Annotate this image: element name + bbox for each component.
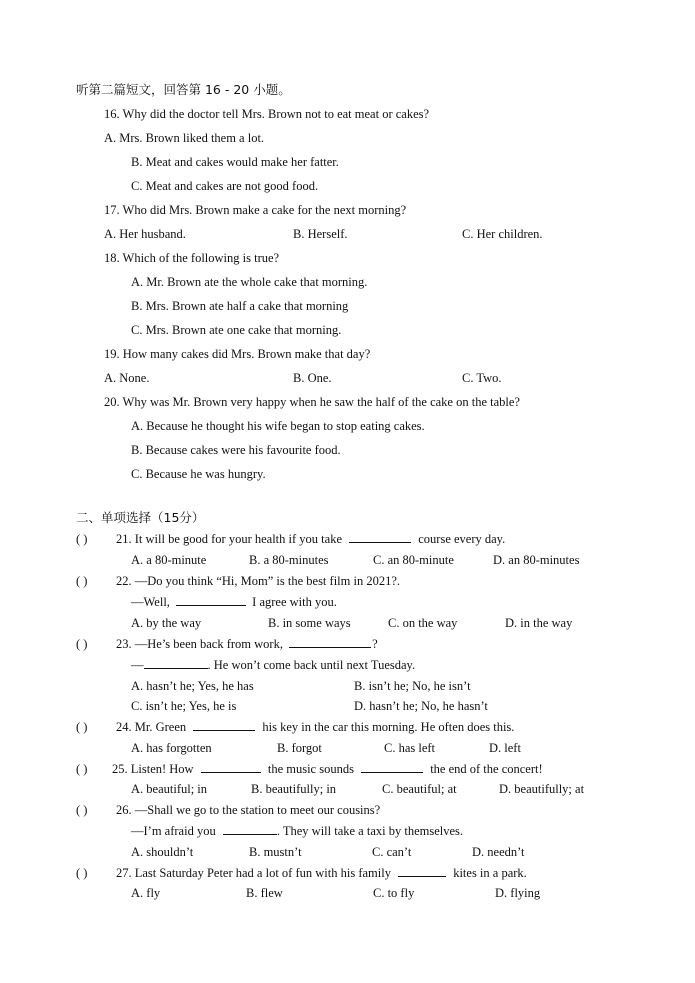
q23-reply-a: — bbox=[131, 658, 144, 672]
answer-paren-27: ( ) bbox=[76, 866, 88, 880]
answer-paren-21: ( ) bbox=[76, 532, 88, 546]
q25-text-c: the end of the concert! bbox=[430, 762, 543, 776]
q27-option-a: A. fly bbox=[131, 886, 161, 900]
q22-reply bbox=[131, 594, 337, 610]
section-heading-single-choice: 二、单项选择（15分） bbox=[76, 510, 205, 525]
q26-option-b: B. mustn’t bbox=[249, 845, 302, 859]
question-23-stem bbox=[116, 636, 378, 652]
q26-option-c: C. can’t bbox=[372, 845, 412, 859]
q25-option-b: B. beautifully; in bbox=[251, 782, 337, 796]
answer-blank[interactable] bbox=[289, 636, 371, 648]
answer-blank[interactable] bbox=[361, 761, 423, 773]
q17-option-b: B. Herself. bbox=[293, 227, 348, 241]
q25-text-b: the music sounds bbox=[267, 762, 354, 776]
question-16-stem: 16. Why did the doctor tell Mrs. Brown not to eat meat or cakes? bbox=[104, 107, 430, 121]
q22-option-c: C. on the way bbox=[388, 616, 458, 630]
q23-option-b: B. isn’t he; No, he isn’t bbox=[354, 679, 471, 693]
q23-option-c: C. isn’t he; Yes, he is bbox=[131, 699, 237, 713]
q26-option-a: A. shouldn’t bbox=[131, 845, 194, 859]
q24-text-b: his key in the car this morning. He often does this. bbox=[262, 720, 515, 734]
q22-reply-a: —Well, bbox=[131, 595, 170, 609]
q16-option-a: A. Mrs. Brown liked them a lot. bbox=[104, 131, 265, 145]
q18-option-a: A. Mr. Brown ate the whole cake that morning. bbox=[131, 275, 368, 289]
q21-text-b: course every day. bbox=[418, 532, 506, 546]
q27-text-a: 27. Last Saturday Peter had a lot of fun with his family bbox=[116, 866, 391, 880]
answer-blank[interactable] bbox=[223, 823, 277, 835]
q23-text-b: ? bbox=[372, 637, 378, 651]
q21-option-a: A. a 80-minute bbox=[131, 553, 207, 567]
q20-option-c: C. Because he was hungry. bbox=[131, 467, 266, 481]
q19-option-b: B. One. bbox=[293, 371, 332, 385]
answer-paren-26: ( ) bbox=[76, 803, 88, 817]
question-20-stem: 20. Why was Mr. Brown very happy when he saw the half of the cake on the table? bbox=[104, 395, 520, 409]
q20-option-b: B. Because cakes were his favourite food. bbox=[131, 443, 341, 457]
q24-option-b: B. forgot bbox=[277, 741, 322, 755]
answer-paren-25: ( ) bbox=[76, 762, 88, 776]
answer-blank[interactable] bbox=[349, 531, 411, 543]
section-heading-listening: 听第二篇短文，回答第 16 - 20 小题。 bbox=[76, 82, 291, 97]
question-18-stem: 18. Which of the following is true? bbox=[104, 251, 280, 265]
q17-option-a: A. Her husband. bbox=[104, 227, 186, 241]
q21-text-a: 21. It will be good for your health if you take bbox=[116, 532, 342, 546]
q16-option-c: C. Meat and cakes are not good food. bbox=[131, 179, 319, 193]
q22-option-a: A. by the way bbox=[131, 616, 202, 630]
q27-option-d: D. flying bbox=[495, 886, 541, 900]
q27-text-b: kites in a park. bbox=[453, 866, 527, 880]
q21-option-d: D. an 80-minutes bbox=[493, 553, 580, 567]
q16-option-b: B. Meat and cakes would make her fatter. bbox=[131, 155, 339, 169]
q24-option-a: A. has forgotten bbox=[131, 741, 212, 755]
q25-option-c: C. beautiful; at bbox=[382, 782, 457, 796]
q26-reply bbox=[131, 823, 463, 839]
question-21-stem bbox=[116, 531, 505, 547]
q22-reply-b: I agree with you. bbox=[252, 595, 337, 609]
answer-blank[interactable] bbox=[144, 657, 208, 669]
q23-option-d: D. hasn’t he; No, he hasn’t bbox=[354, 699, 488, 713]
q26-option-d: D. needn’t bbox=[472, 845, 525, 859]
q26-reply-b: . They will take a taxi by themselves. bbox=[276, 824, 464, 838]
q18-option-c: C. Mrs. Brown ate one cake that morning. bbox=[131, 323, 342, 337]
question-17-stem: 17. Who did Mrs. Brown make a cake for the next morning? bbox=[104, 203, 407, 217]
q22-option-d: D. in the way bbox=[505, 616, 573, 630]
q18-option-b: B. Mrs. Brown ate half a cake that morning bbox=[131, 299, 349, 313]
q23-text-a: 23. —He’s been back from work, bbox=[116, 637, 283, 651]
answer-blank[interactable] bbox=[193, 719, 255, 731]
answer-blank[interactable] bbox=[201, 761, 261, 773]
q17-option-c: C. Her children. bbox=[462, 227, 543, 241]
question-24-stem bbox=[116, 719, 514, 735]
q22-option-b: B. in some ways bbox=[268, 616, 351, 630]
question-26-stem: 26. —Shall we go to the station to meet our cousins? bbox=[116, 803, 381, 817]
answer-paren-24: ( ) bbox=[76, 720, 88, 734]
q25-text-a: 25. Listen! How bbox=[112, 762, 194, 776]
question-19-stem: 19. How many cakes did Mrs. Brown make that day? bbox=[104, 347, 371, 361]
q25-option-d: D. beautifully; at bbox=[499, 782, 585, 796]
q24-option-d: D. left bbox=[489, 741, 521, 755]
q26-reply-a: —I’m afraid you bbox=[131, 824, 216, 838]
q23-reply bbox=[131, 657, 415, 673]
q23-option-a: A. hasn’t he; Yes, he has bbox=[131, 679, 254, 693]
answer-blank[interactable] bbox=[176, 594, 246, 606]
q21-option-b: B. a 80-minutes bbox=[249, 553, 329, 567]
q27-option-c: C. to fly bbox=[373, 886, 415, 900]
answer-blank[interactable] bbox=[398, 865, 446, 877]
q24-option-c: C. has left bbox=[384, 741, 436, 755]
question-22-stem: 22. —Do you think “Hi, Mom” is the best film in 2021?. bbox=[116, 574, 401, 588]
q19-option-c: C. Two. bbox=[462, 371, 502, 385]
q20-option-a: A. Because he thought his wife began to stop eating cakes. bbox=[131, 419, 425, 433]
question-25-stem bbox=[112, 761, 543, 777]
q21-option-c: C. an 80-minute bbox=[373, 553, 454, 567]
q19-option-a: A. None. bbox=[104, 371, 150, 385]
answer-paren-22: ( ) bbox=[76, 574, 88, 588]
question-27-stem bbox=[116, 865, 527, 881]
q25-option-a: A. beautiful; in bbox=[131, 782, 208, 796]
q24-text-a: 24. Mr. Green bbox=[116, 720, 187, 734]
q27-option-b: B. flew bbox=[246, 886, 283, 900]
q23-reply-b: . He won’t come back until next Tuesday. bbox=[207, 658, 416, 672]
answer-paren-23: ( ) bbox=[76, 637, 88, 651]
